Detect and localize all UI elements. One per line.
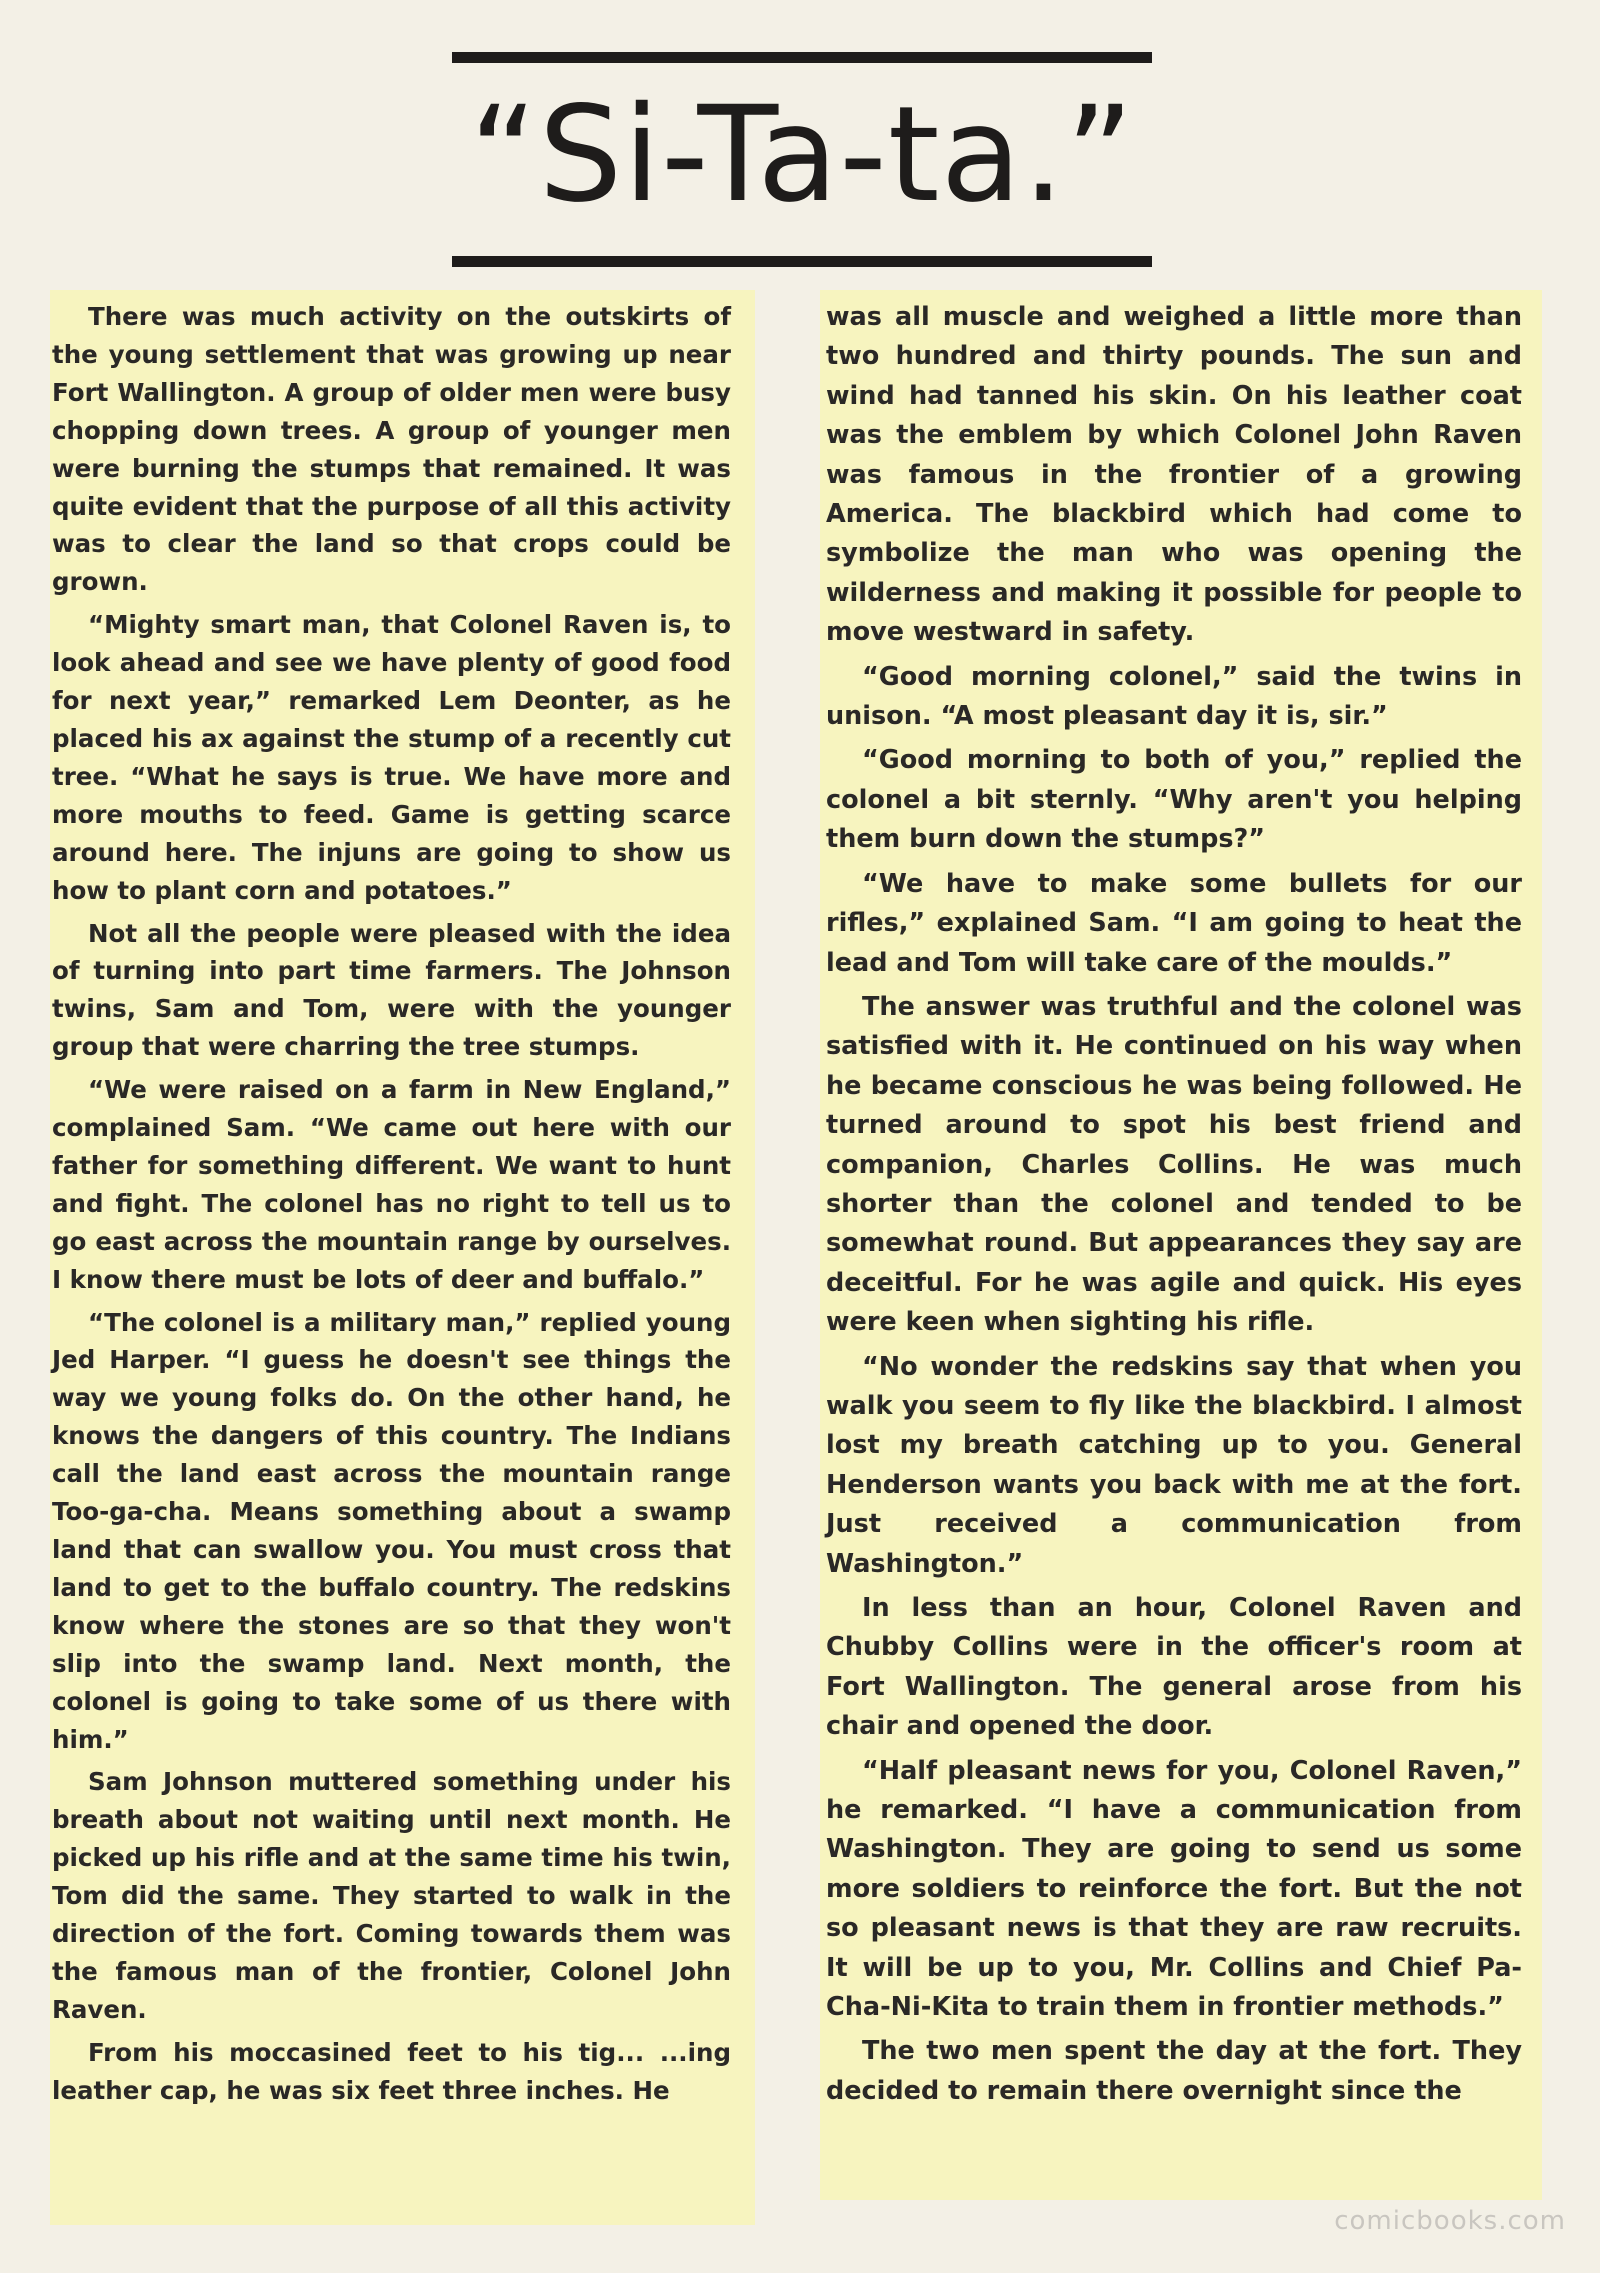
paragraph: “No wonder the redskins say that when you walk you seem to fly like the blackbird. I almost lost my breath catching up to you. General Henderson wants you back with me at the fort. Just received a communication from Washington.” <box>826 1351 1522 1579</box>
paragraph: Not all the people were pleased with the idea of turning into part time farmers. The Johnson twins, Sam and Tom, were with the younger group that were charring the tree stumps. <box>52 918 731 1062</box>
paragraph: “Good morning to both of you,” replied the colonel a bit sternly. “Why aren't you helping them burn down the stumps?” <box>826 745 1522 855</box>
paragraph: “Half pleasant news for you, Colonel Raven,” he remarked. “I have a communication from Washington. They are going to send us some more soldiers to reinforce the fort. But the not so pleasant news is that they are raw recruits. It will be up to you, Mr. Collins and Chief Pa-Cha-Ni-Kita to train them in frontier methods.” <box>826 1755 1522 2023</box>
left-text-column <box>50 290 755 2225</box>
paragraph: “Good morning colonel,” said the twins in unison. “A most pleasant day it is, sir.” <box>826 661 1522 732</box>
paragraph: There was much activity on the outskirts of the young settlement that was growing up near Fort Wallington. A group of older men were busy chopping down trees. A group of younger men were burning the stumps that remained. It was quite evident that the purpose of all this activity was to clear the land so that crops could be grown. <box>52 302 731 597</box>
paragraph: “We were raised on a farm in New England,” complained Sam. “We came out here with our father for something different. We want to hunt and fight. The colonel has no right to tell us to go east across the mountain range by ourselves. I know there must be lots of deer and buffalo.” <box>52 1075 731 1294</box>
paragraph: “We have to make some bullets for our rifles,” explained Sam. “I am going to heat the lead and Tom will take care of the moulds.” <box>826 868 1522 978</box>
story-title: “Si-Ta-ta.” <box>469 78 1135 232</box>
right-column-text <box>820 298 1542 2116</box>
paragraph: “The colonel is a military man,” replied young Jed Harper. “I guess he doesn't see things the way we young folks do. On the other hand, he knows the dangers of this country. The Indians call the land east across the mountain range Too-ga-cha. Means something about a swamp land that can swallow you. You must cross that land to get to the buffalo country. The redskins know where the stones are so that they won't slip into the swamp land. Next month, the colonel is going to take some of us there with him.” <box>52 1307 731 1754</box>
title-bottom-rule <box>452 256 1152 267</box>
paragraph: From his moccasined feet to his tig... ...ing leather cap, he was six feet three inches. He <box>52 2037 731 2105</box>
paragraph: Sam Johnson muttered something under his breath about not waiting until next month. He picked up his rifle and at the same time his twin, Tom did the same. They started to walk in the direction of the fort. Coming towards them was the famous man of the frontier, Colonel John Raven. <box>52 1767 731 2024</box>
left-column-text <box>50 298 755 2115</box>
site-watermark: comicbooks.com <box>1334 2206 1566 2236</box>
paragraph: In less than an hour, Colonel Raven and Chubby Collins were in the officer's room at Fort Wallington. The general arose from his chair and opened the door. <box>826 1593 1522 1742</box>
paragraph: The two men spent the day at the fort. They decided to remain there overnight since the <box>826 2036 1522 2106</box>
right-text-column <box>820 290 1542 2200</box>
paragraph-continuation: was all muscle and weighed a little more than two hundred and thirty pounds. The sun and wind had tanned his skin. On his leather coat was the emblem by which Colonel John Raven was famous in the frontier of a growing America. The blackbird which had come to symbolize the man who was opening the wilderness and making it possible for people to move westward in safety. <box>826 302 1522 648</box>
paragraph: The answer was truthful and the colonel was satisfied with it. He continued on his way when he became conscious he was being followed. He turned around to spot his best friend and companion, Charles Collins. He was much shorter than the colonel and tended to be somewhat round. But appearances they say are deceitful. For he was agile and quick. His eyes were keen when sighting his rifle. <box>826 991 1522 1338</box>
paragraph: “Mighty smart man, that Colonel Raven is, to look ahead and see we have plenty of good food for next year,” remarked Lem Deonter, as he placed his ax against the stump of a recently cut tree. “What he says is true. We have more and more mouths to feed. Game is getting scarce around here. The injuns are going to show us how to plant corn and potatoes.” <box>52 610 731 905</box>
